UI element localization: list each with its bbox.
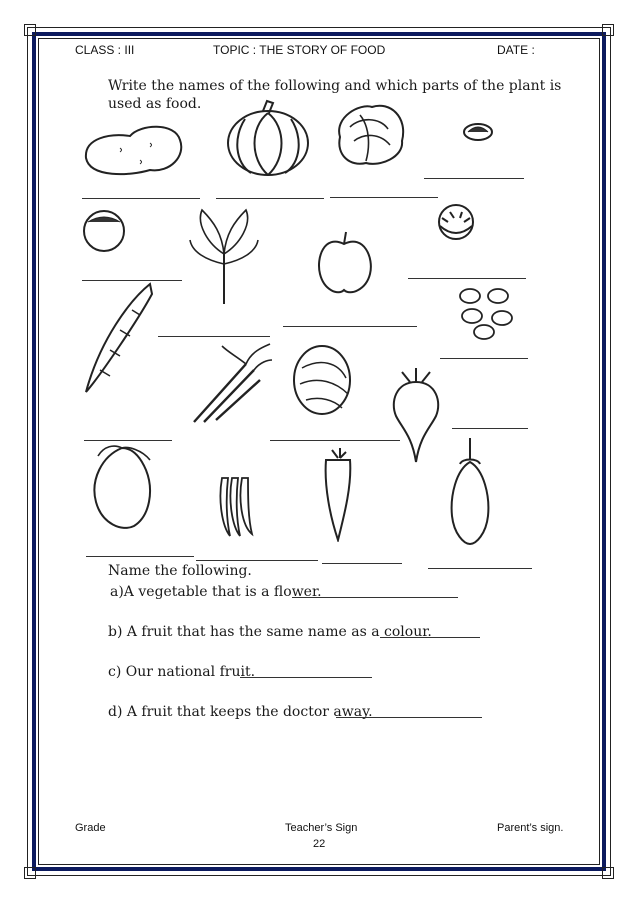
question-d: d) A fruit that keeps the doctor away. bbox=[108, 704, 373, 720]
carrot-picture bbox=[80, 280, 160, 400]
question-c: c) Our national fruit. bbox=[108, 664, 256, 680]
grade-label: Grade bbox=[75, 822, 106, 834]
page-number: 22 bbox=[313, 838, 326, 850]
instruction-line-2: used as food. bbox=[108, 96, 202, 112]
section-title: Name the following. bbox=[108, 563, 252, 579]
answer-line[interactable] bbox=[196, 560, 318, 561]
apple-picture bbox=[314, 228, 374, 298]
banana-picture bbox=[212, 470, 260, 542]
cabbage-picture bbox=[330, 97, 410, 169]
topic-label: TOPIC : THE STORY OF FOOD bbox=[213, 43, 386, 57]
rambutan-picture bbox=[432, 200, 480, 244]
parent-sign-label: Parent’s sign. bbox=[497, 822, 564, 834]
sugarcane-picture bbox=[186, 340, 272, 426]
answer-line[interactable] bbox=[440, 358, 528, 359]
teacher-sign-label: Teacher’s Sign bbox=[285, 822, 358, 834]
corner-ornament bbox=[24, 24, 36, 36]
answer-line[interactable] bbox=[158, 336, 270, 337]
corner-ornament bbox=[602, 24, 614, 36]
answer-line[interactable] bbox=[380, 637, 480, 638]
potato-picture bbox=[80, 118, 190, 183]
brinjal-picture bbox=[446, 436, 494, 548]
beans-pod-picture bbox=[458, 118, 498, 146]
onion-picture bbox=[290, 338, 354, 418]
mango-picture bbox=[88, 440, 164, 536]
pumpkin-picture bbox=[225, 97, 311, 179]
answer-line[interactable] bbox=[322, 563, 402, 564]
answer-line[interactable] bbox=[424, 178, 524, 179]
corner-ornament bbox=[602, 867, 614, 879]
answer-line[interactable] bbox=[270, 440, 400, 441]
spinach-picture bbox=[188, 204, 260, 308]
answer-line[interactable] bbox=[283, 326, 417, 327]
answer-line[interactable] bbox=[452, 428, 528, 429]
question-b: b) A fruit that has the same name as a colour. bbox=[108, 624, 432, 640]
question-a: a)A vegetable that is a flower. bbox=[110, 584, 322, 600]
answer-line[interactable] bbox=[330, 197, 438, 198]
lemon-picture bbox=[80, 208, 130, 254]
answer-line[interactable] bbox=[82, 198, 200, 199]
corner-ornament bbox=[24, 867, 36, 879]
date-label: DATE : bbox=[497, 43, 535, 57]
class-label: CLASS : III bbox=[75, 43, 135, 57]
instruction-line-1: Write the names of the following and which parts of the plant is bbox=[108, 78, 562, 94]
answer-line[interactable] bbox=[336, 717, 482, 718]
answer-line[interactable] bbox=[216, 198, 324, 199]
answer-line[interactable] bbox=[408, 278, 526, 279]
answer-line[interactable] bbox=[240, 677, 372, 678]
answer-line[interactable] bbox=[292, 597, 458, 598]
peas-picture bbox=[454, 284, 520, 342]
carrot-small-picture bbox=[318, 446, 358, 542]
answer-line[interactable] bbox=[428, 568, 532, 569]
answer-line[interactable] bbox=[86, 556, 194, 557]
radish-picture bbox=[388, 366, 444, 466]
